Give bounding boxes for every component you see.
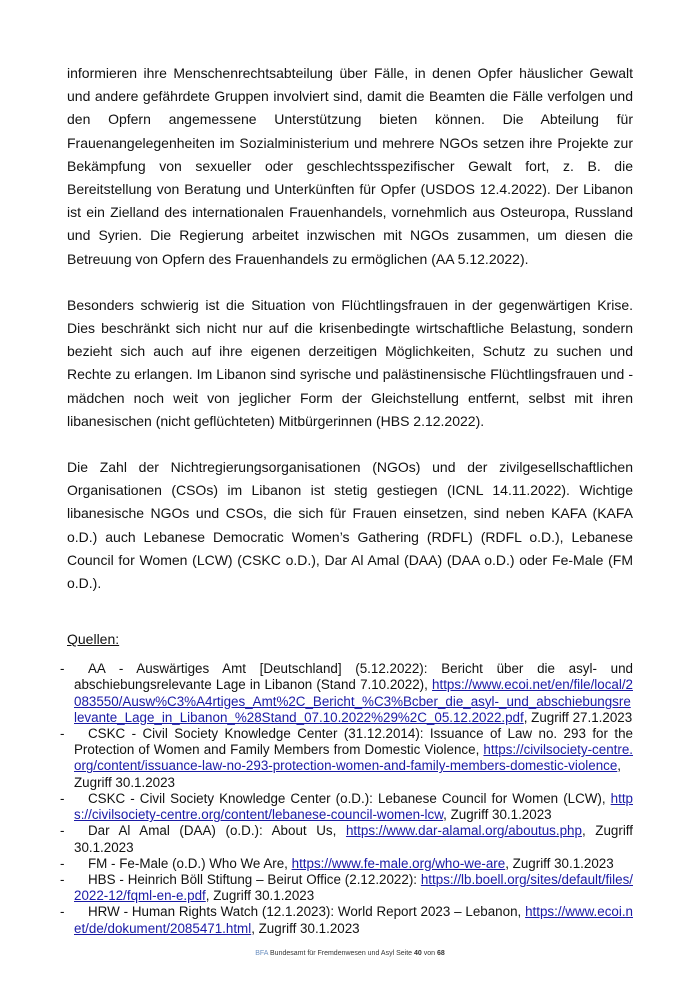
reference-text: FM - Fe-Male (o.D.) Who We Are, [88,855,292,871]
reference-text: CSKC - Civil Society Knowledge Center (31.12.2014): Issuance of Law no. 293 for the Protection of Women and Family Members from Domestic Violence, [74,726,633,758]
access-date: , Zugriff 30.1.2023 [74,823,634,855]
reference-list [60,661,634,936]
reference-link[interactable]: https://www.ecoi.net/en/file/local/2083550/Ausw%C3%A4rtiges_Amt%2C_Bericht_%C3%Bcber_die_asyl-_und_abschiebungsrelevante_Lage_in_Libanon_%28Stand_07.10.2022%29%2C_05.12.2022.pdf [74,677,633,725]
reference-body [74,872,633,904]
reference-body [74,726,633,791]
access-date: , Zugriff 30.1.2023 [74,758,622,790]
reference-body [74,661,633,726]
reference-link[interactable]: https://civilsociety-centre.org/content/issuance-law-no-293-protection-women-and-family-members-domestic-violence [74,742,633,774]
list-dash: - [60,871,65,887]
access-date: , Zugriff 30.1.2023 [505,855,614,871]
footer-text: Bundesamt für Fremdenwesen und Asyl Seite [268,949,414,957]
current-page-number: 40 [413,949,422,957]
total-page-count: 68 [436,949,445,957]
list-dash: - [60,790,65,806]
reference-item [60,791,633,823]
reference-item [60,661,633,726]
reference-body [74,791,633,823]
sources-heading: Quellen: [67,631,120,648]
reference-text: CSKC - Civil Society Knowledge Center (o.D.): Lebanese Council for Women (LCW), [88,790,611,806]
reference-item [60,856,633,872]
reference-item [60,726,633,791]
access-date: , Zugriff 27.1.2023 [523,709,633,725]
reference-link[interactable]: https://www.fe-male.org/who-we-are [291,855,506,871]
reference-text: HBS - Heinrich Böll Stiftung – Beirut Office (2.12.2022): [88,871,421,887]
list-dash: - [60,904,65,920]
reference-link[interactable]: https://lb.boell.org/sites/default/files/2022-12/fqml-en-e.pdf [74,871,633,904]
list-dash: - [60,661,65,677]
footer-of: von [421,949,437,957]
reference-item [60,904,633,936]
body-paragraph: Besonders schwierig ist die Situation von Flüchtlingsfrauen in der gegenwärtigen Krise. Dies beschränkt sich nicht nur auf die krisenbedingte wirtschaftliche Belastung, sondern bezieht sich auch auf ihre eigenen derzeitigen Möglichkeiten, Schutz zu suchen und Rechte zu erlangen. Im Libanon sind syrische und palästinensische Flüchtlingsfrauen und -mädchen noch weit von jeglicher Form der Gleichstellung entfernt, selbst mit ihren libanesischen (nicht geflüchteten) Mitbürgerinnen (HBS 2.12.2022). [67,296,633,429]
access-date: , Zugriff 30.1.2023 [443,807,552,823]
reference-body [74,904,633,936]
reference-text: AA - Auswärtiges Amt [Deutschland] (5.12.2022): Bericht über die asyl- und abschiebungsrelevante Lage in Libanon (Stand 7.10.2022), [74,661,633,693]
reference-link[interactable]: https://civilsociety-centre.org/content/lebanese-council-women-lcw [74,790,633,823]
reference-body [74,856,633,872]
reference-link[interactable]: https://www.ecoi.net/de/dokument/2085471.html [74,904,633,936]
access-date: , Zugriff 30.1.2023 [205,888,315,904]
list-dash: - [60,823,65,839]
bfa-logo-text: BFA [255,949,269,957]
access-date: , Zugriff 30.1.2023 [251,920,360,936]
reference-item [60,872,633,904]
body-paragraph: informieren ihre Menschenrechtsabteilung über Fälle, in denen Opfer häuslicher Gewalt und andere gefährdete Gruppen involviert sind, damit die Beamten die Fälle verfolgen und den Opfern angemessene Unterstützung bieten können. Die Abteilung für Frauenangelegenheiten im Sozialministerium und mehrere NGOs setzen ihre Projekte zur Bekämpfung von sexueller oder geschlechtsspezifischer Gewalt fort, z. B. die Bereitstellung von Beratung und Unterkünften für Opfer (USDOS 12.4.2022). Der Libanon ist ein Zielland des internationalen Frauenhandels, vornehmlich aus Osteuropa, Russland und Syrien. Die Regierung arbeitet inzwischen mit NGOs zusammen, um diesen die Betreuung von Opfern des Frauenhandels zu ermöglichen (AA 5.12.2022). [67,65,633,267]
list-dash: - [60,855,65,871]
list-dash: - [60,726,65,742]
reference-link[interactable]: https://www.dar-alamal.org/aboutus.php [345,823,582,839]
page-footer [0,937,700,979]
reference-body [74,823,633,855]
document-page [60,0,634,937]
reference-text: Dar Al Amal (DAA) (o.D.): About Us, [88,823,346,839]
reference-item [60,823,633,855]
reference-text: HRW - Human Rights Watch (12.1.2023): World Report 2023 – Lebanon, [88,904,526,920]
body-paragraph: Die Zahl der Nichtregierungsorganisationen (NGOs) und der zivilgesellschaftlichen Organisationen (CSOs) im Libanon ist stetig gestiegen (ICNL 14.11.2022). Wichtige libanesische NGOs und CSOs, die sich für Frauen einsetzen, sind neben KAFA (KAFA o.D.) auch Lebanese Democratic Women’s Gathering (RDFL) (RDFL o.D.), Lebanese Council for Women (LCW) (CSKC o.D.), Dar Al Amal (DAA) (DAA o.D.) oder Fe-Male (FM o.D.). [67,459,633,592]
